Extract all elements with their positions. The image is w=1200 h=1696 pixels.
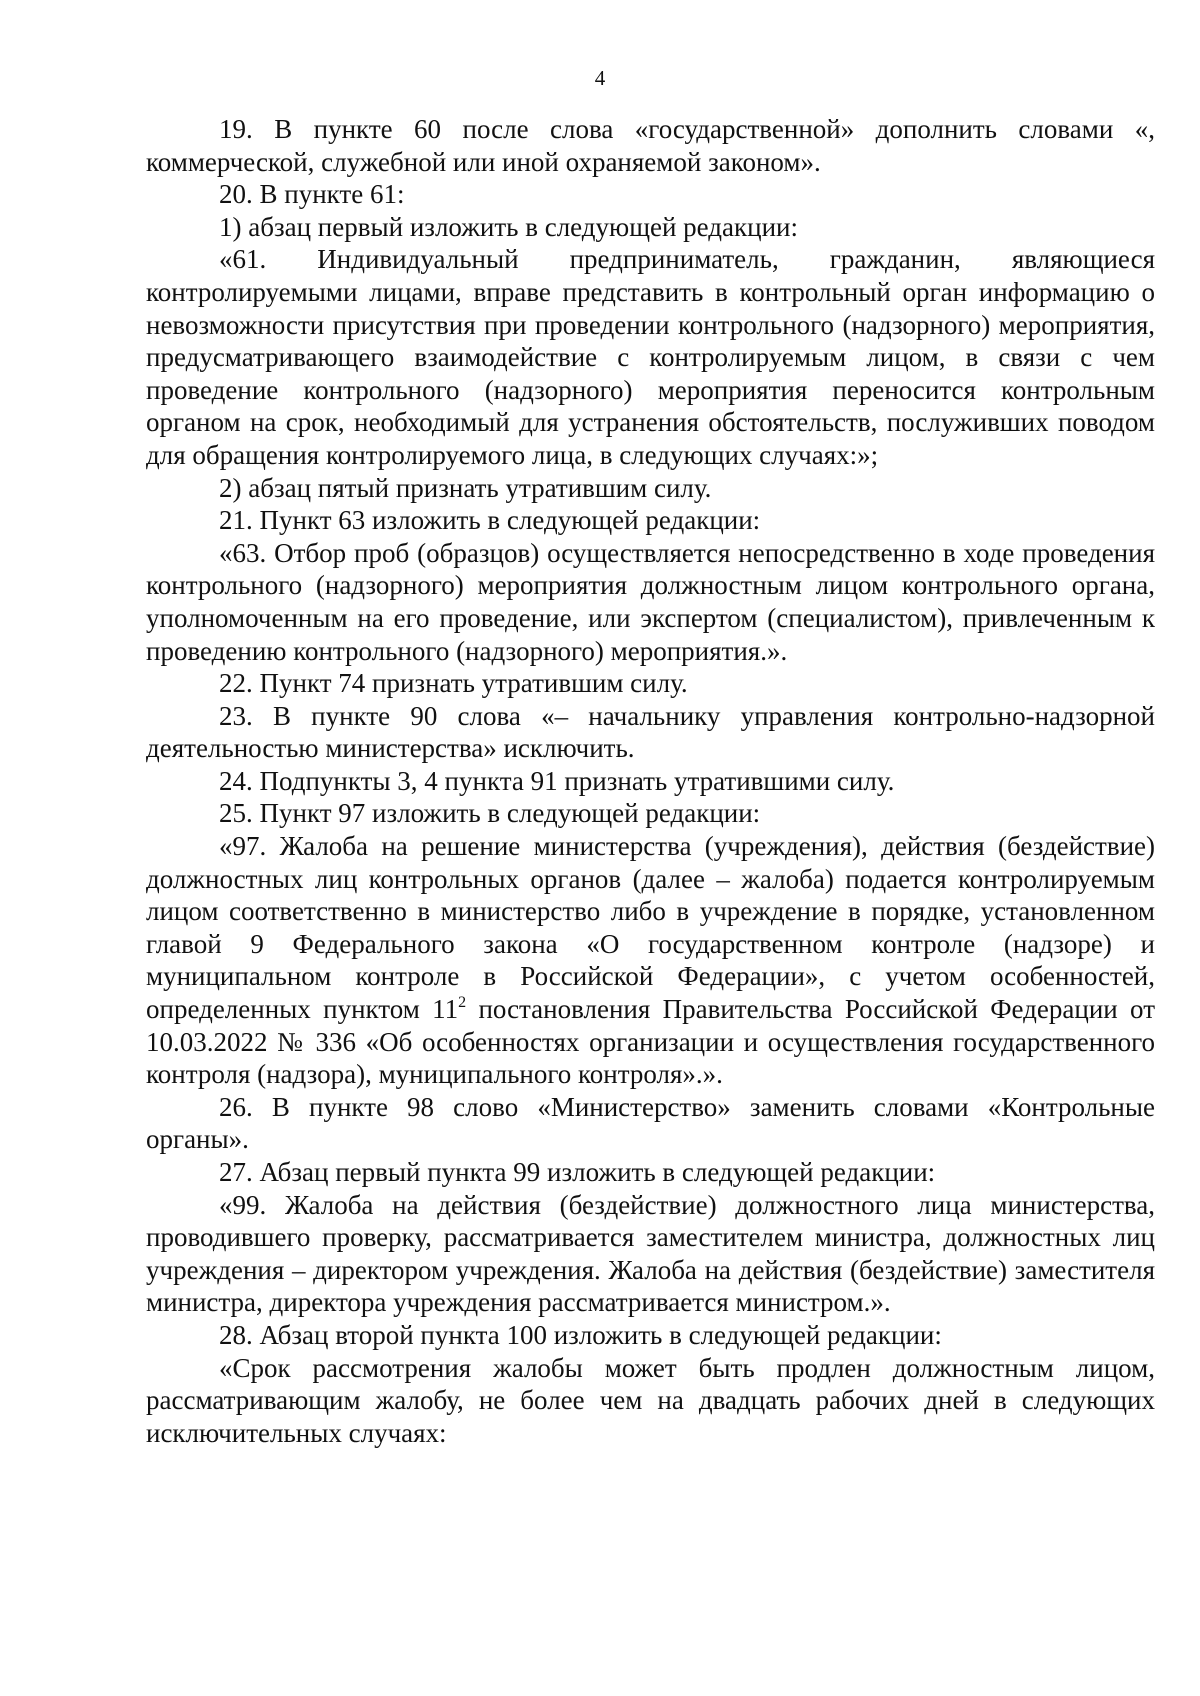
document-body [146,113,1155,1449]
quote-97-text-end: постановления Правительства Российской Федерации от 10.03.2022 № 336 «Об особенностях организации и осуществления государственного контроля (надзора), муниципального контроля».». [146,994,1156,1090]
paragraph-item-25: 25. Пункт 97 изложить в следующей редакции: [219,798,761,829]
paragraph-item-19: 19. В пункте 60 после слова «государственной» дополнить словами «, коммерческой, служебной или иной охраняемой законом». [146,114,1155,177]
paragraph-item-26: 26. В пункте 98 слово «Министерство» заменить словами «Контрольные органы». [146,1091,1155,1155]
paragraph-quote-63: «63. Отбор проб (образцов) осуществляется непосредственно в ходе проведения контрольного (надзорного) мероприятия должностным лицом контрольного органа, уполномоченным на его проведение, или экспертом (специалистом), привлеченным к проведению контрольного (надзорного) мероприятия.». [146,537,1155,666]
paragraph-quote-100: «Срок рассмотрения жалобы может быть продлен должностным лицом, рассматривающим жалобу, не более чем на двадцать рабочих дней в следующих исключительных случаях: [146,1352,1155,1448]
paragraph-subitem-20-2: 2) абзац пятый признать утратившим силу. [219,472,712,503]
paragraph-item-28: 28. Абзац второй пункта 100 изложить в следующей редакции: [219,1319,942,1350]
paragraph-item-27: 27. Абзац первый пункта 99 изложить в следующей редакции: [219,1157,936,1187]
quote-97-text-start: «97. Жалоба на решение министерства (учреждения), действия (бездействие) должностных лиц контрольных органов (далее – жалоба) подается контролируемым лицом соответственно в министерство либо в учреждение в порядке, установленном главой 9 Федерального закона «О государственном контроле (надзоре) и муниципальном контроле в Российской Федерации», с учетом особенностей, определенных пунктом 11 [146,831,1155,1025]
paragraph-item-23: 23. В пункте 90 слова «– начальнику управления контрольно-надзорной деятельностью министерства» исключить. [146,700,1155,764]
page-number: 4 [594,66,606,90]
paragraph-quote-99: «99. Жалоба на действия (бездействие) должностного лица министерства, проводившего проверку, рассматривается заместителем министра, должностных лиц учреждения – директором учреждения. Жалоба на действия (бездействие) заместителя министра, директора учреждения рассматривается министром.». [146,1189,1155,1318]
paragraph-quote-61: «61. Индивидуальный предприниматель, гражданин, являющиеся контролируемыми лицами, вправе представить в контрольный орган информацию о невозможности присутствия при проведении контрольного (надзорного) мероприятия, предусматривающего взаимодействие с контролируемым лицом, в связи с чем проведение контрольного (надзорного) мероприятия переносится контрольным органом на срок, необходимый для устранения обстоятельств, послуживших поводом для обращения контролируемого лица, в следующих случаях:»; [146,244,1155,470]
paragraph-quote-97 [146,830,1155,1091]
paragraph-subitem-20-1: 1) абзац первый изложить в следующей редакции: [219,211,798,242]
paragraph-item-20: 20. В пункте 61: [219,179,405,210]
superscript-index: 2 [458,994,467,1012]
paragraph-item-24: 24. Подпункты 3, 4 пункта 91 признать утратившими силу. [219,765,895,796]
paragraph-item-22: 22. Пункт 74 признать утратившим силу. [219,668,688,699]
paragraph-item-21: 21. Пункт 63 изложить в следующей редакции: [219,505,761,536]
